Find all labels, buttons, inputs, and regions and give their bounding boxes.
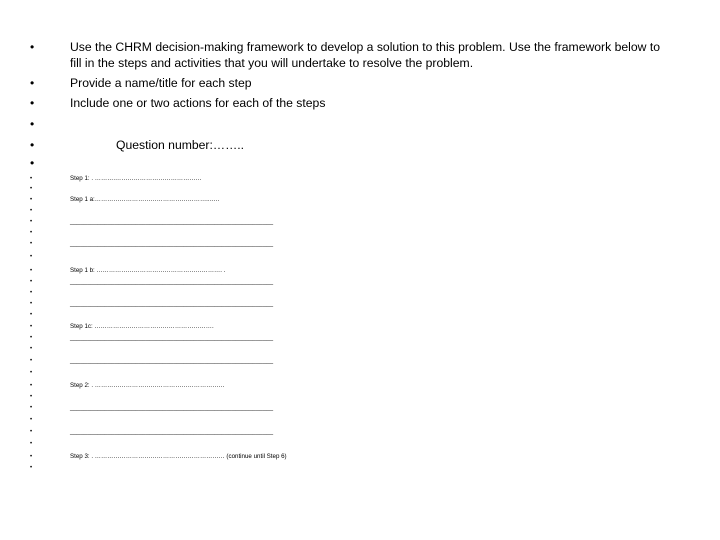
bullet-marker: • — [30, 186, 33, 192]
bullet-marker: • — [30, 268, 33, 274]
question-number-label: Question number:…….. — [116, 138, 245, 152]
bullet-marker: • — [30, 383, 33, 389]
bullet-marker: • — [30, 346, 33, 352]
bullet-marker: • — [30, 279, 33, 285]
bullet-marker: • — [30, 197, 33, 203]
bullet-marker: • — [30, 241, 33, 247]
instruction-text: Provide a name/title for each step — [70, 76, 252, 90]
answer-underline: ___________________________________________________________ — [70, 218, 274, 225]
bullet-marker: • — [30, 219, 33, 225]
bullet-marker: • — [30, 96, 35, 110]
bullet-marker: • — [30, 40, 35, 54]
answer-underline: ___________________________________________________________ — [70, 278, 274, 285]
instruction-text: Include one or two actions for each of the steps — [70, 96, 326, 110]
step-text: Step 1 b: ……………………………………………………. . — [70, 267, 226, 274]
bullet-marker: • — [30, 290, 33, 296]
bullet-marker: • — [30, 254, 33, 260]
answer-underline: ___________________________________________________________ — [70, 404, 274, 411]
bullet-marker: • — [30, 417, 33, 423]
step-text: Step 1 a:………………………………………………..….. — [70, 196, 220, 203]
bullet-marker: • — [30, 76, 35, 90]
answer-underline: ___________________________________________________________ — [70, 240, 274, 247]
step-text: Step 3: . ……………………………………………………… (continue until Step 6) — [70, 453, 287, 460]
bullet-marker: • — [30, 301, 33, 307]
instruction-text: Use the CHRM decision-making framework to develop a solution to this problem. Use the framework below to fill in the steps and activities that you will undertake to resolve the problem. — [70, 40, 660, 70]
answer-underline: ___________________________________________________________ — [70, 357, 274, 364]
bullet-marker: • — [30, 465, 33, 471]
bullet-marker: • — [30, 454, 33, 460]
bullet-marker: • — [30, 176, 33, 182]
answer-underline: ___________________________________________________________ — [70, 300, 274, 307]
bullet-marker: • — [30, 117, 35, 131]
bullet-marker: • — [30, 370, 33, 376]
bullet-marker: • — [30, 429, 33, 435]
bullet-marker: • — [30, 156, 35, 170]
step-text: Step 2: . ……………………………………………………… — [70, 382, 225, 389]
step-text: Step 1c: …………………………………………………. — [70, 323, 214, 330]
bullet-marker: • — [30, 312, 33, 318]
bullet-marker: • — [30, 335, 33, 341]
step-text: Step 1: . ……….…………………………………… — [70, 175, 202, 182]
bullet-marker: • — [30, 138, 35, 152]
answer-underline: ___________________________________________________________ — [70, 334, 274, 341]
bullet-marker: • — [30, 394, 33, 400]
answer-underline: ___________________________________________________________ — [70, 428, 274, 435]
bullet-marker: • — [30, 405, 33, 411]
bullet-marker: • — [30, 324, 33, 330]
bullet-marker: • — [30, 358, 33, 364]
bullet-marker: • — [30, 230, 33, 236]
bullet-marker: • — [30, 441, 33, 447]
bullet-marker: • — [30, 208, 33, 214]
